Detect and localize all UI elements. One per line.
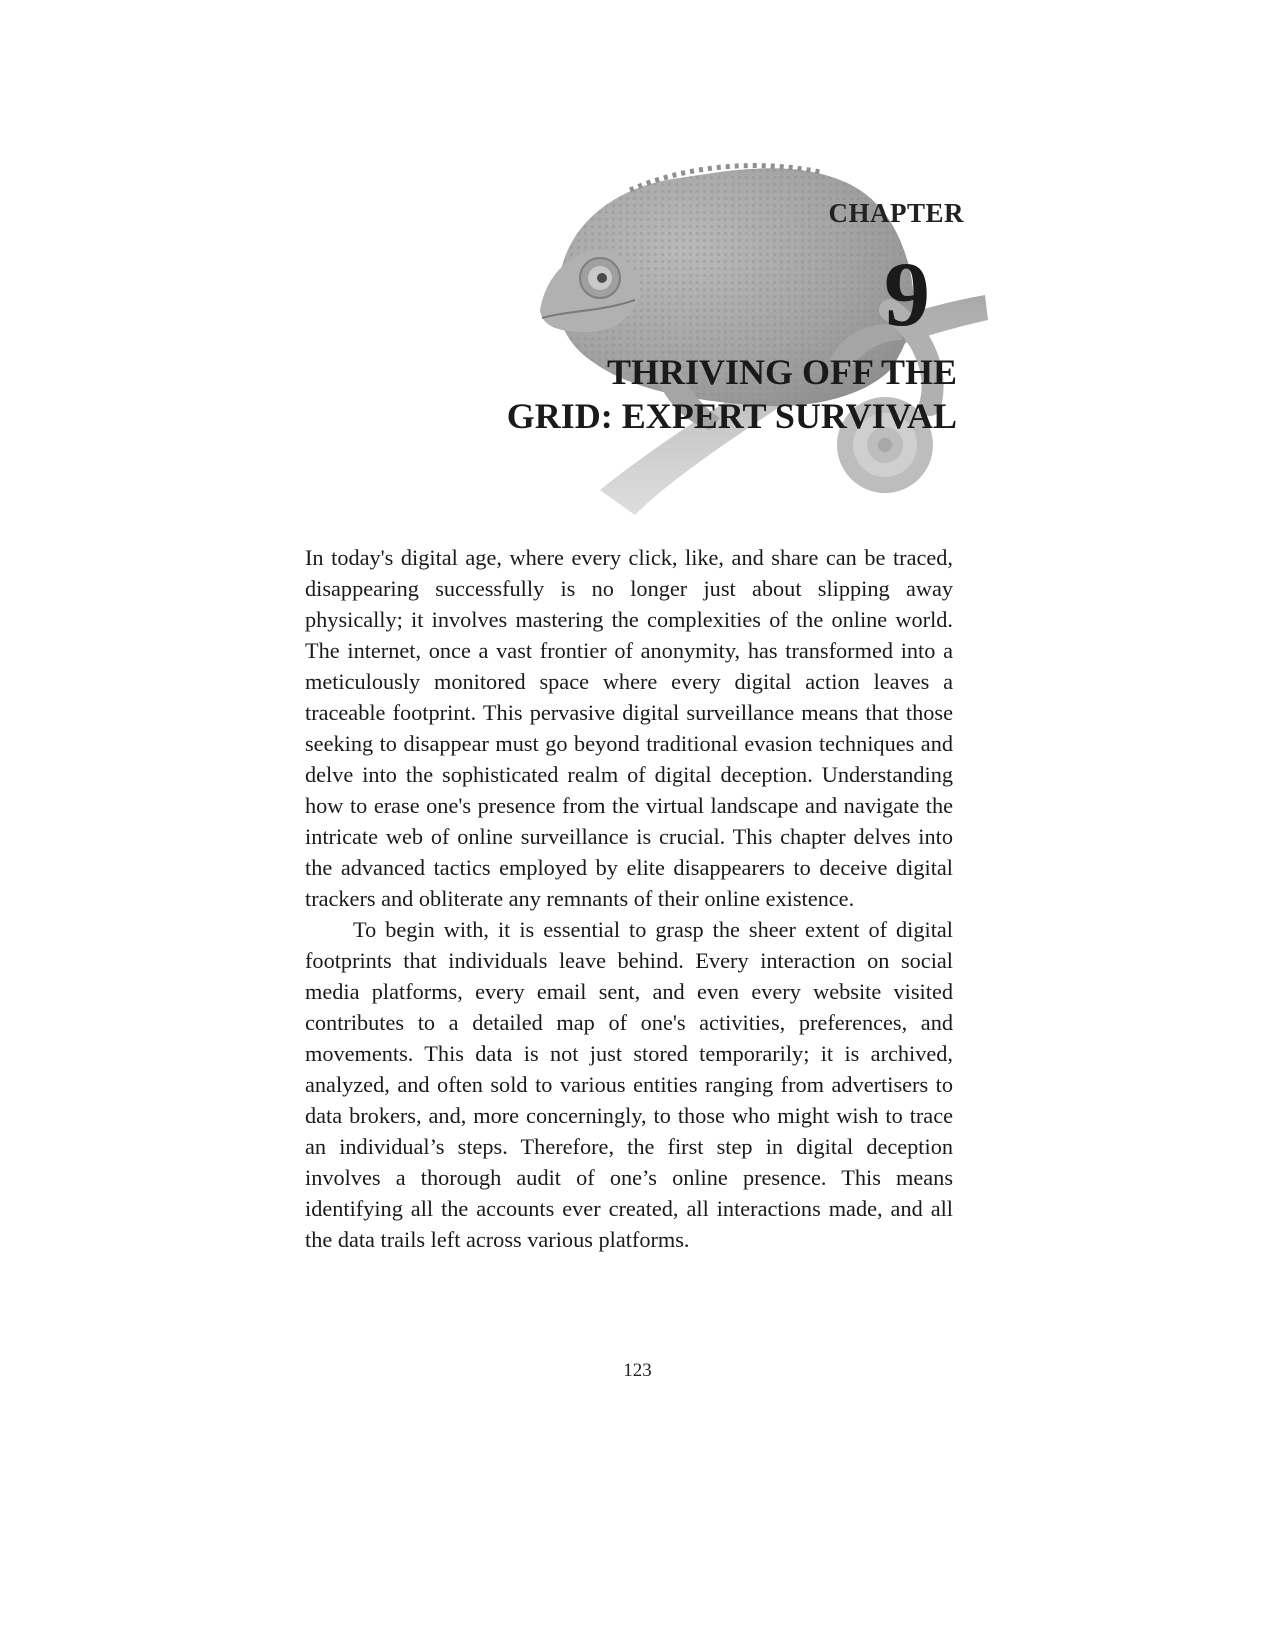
body-paragraph-1: In today's digital age, where every click, like, and share can be traced, disappearing successfully is no longer just about slipping away physically; it involves mastering the complexities of the online world. The internet, once a vast frontier of anonymity, has transformed into a meticulously monitored space where every digital action leaves a traceable footprint. This pervasive digital surveillance means that those seeking to disappear must go beyond traditional evasion techniques and delve into the sophisticated realm of digital deception. Understanding how to erase one's presence from the virtual landscape and navigate the intricate web of online surveillance is crucial. This chapter delves into the advanced tactics employed by elite disappearers to deceive digital trackers and obliterate any remnants of their online existence. xyxy=(305,545,953,911)
chapter-title xyxy=(437,350,957,438)
chapter-number: 9 xyxy=(884,243,930,345)
chapter-title-line-1: THRIVING OFF THE xyxy=(606,352,957,392)
chapter-body xyxy=(305,542,953,1255)
page-number: 123 xyxy=(623,1360,652,1381)
chapter-label: CHAPTER xyxy=(828,198,964,228)
body-paragraph-2: To begin with, it is essential to grasp the sheer extent of digital footprints that individuals leave behind. Every interaction on social media platforms, every email sent, and even every website visited contributes to a detailed map of one's activities, preferences, and movements. This data is not just stored temporarily; it is archived, analyzed, and often sold to various entities ranging from advertisers to data brokers, and, more concerningly, to those who might wish to trace an individual’s steps. Therefore, the first step in digital deception involves a thorough audit of one’s online presence. This means identifying all the accounts ever created, all interactions made, and all the data trails left across various platforms. xyxy=(305,917,953,1252)
chapter-title-line-2: GRID: EXPERT SURVIVAL xyxy=(506,396,957,436)
